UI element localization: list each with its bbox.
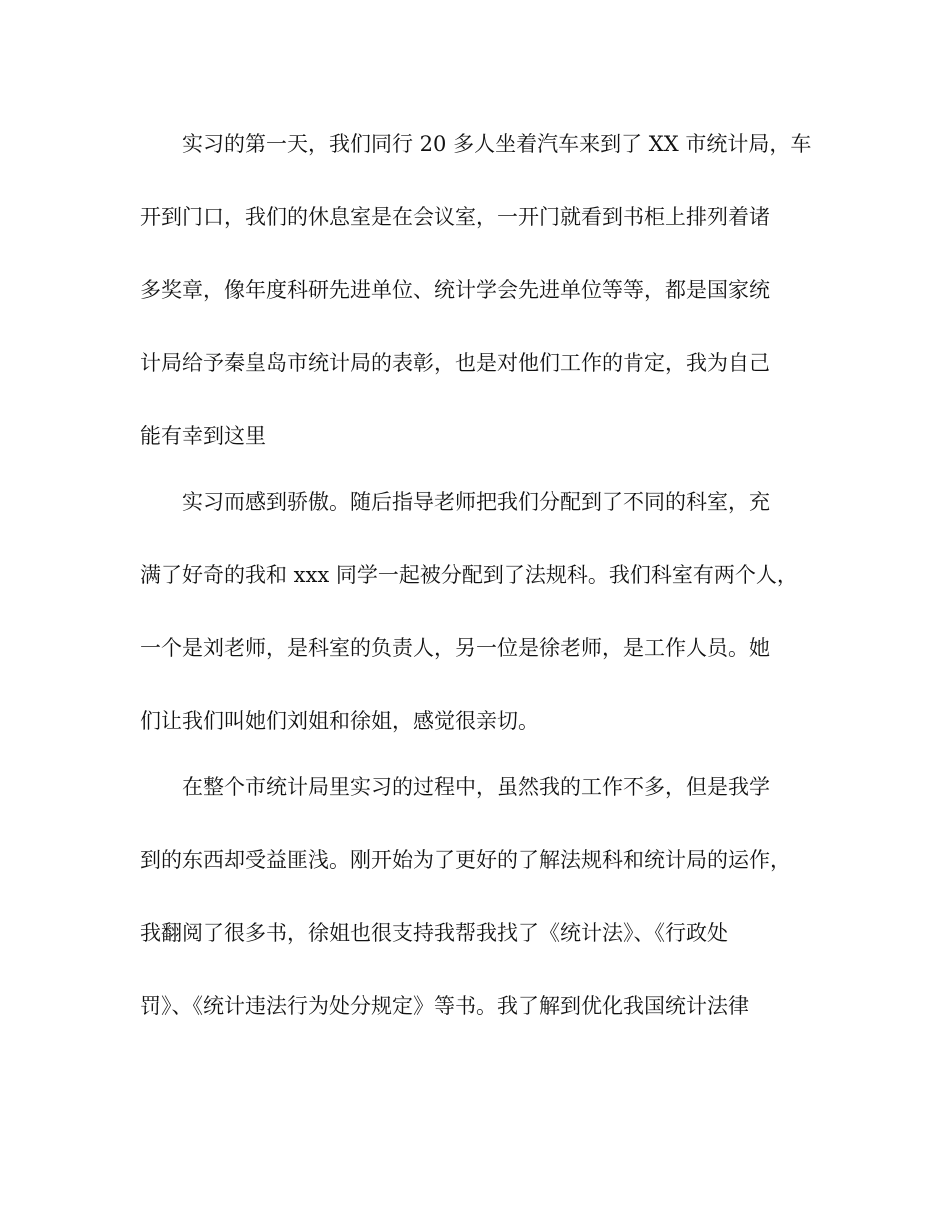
paragraph-line: 开到门口，我们的休息室是在会议室，一开门就看到书柜上排列着诸 bbox=[140, 205, 770, 229]
paragraph-line: 满了好奇的我和 xxx 同学一起被分配到了法规科。我们科室有两个人， bbox=[140, 563, 798, 587]
paragraph-line: 计局给予秦皇岛市统计局的表彰，也是对他们工作的肯定，我为自己 bbox=[140, 351, 770, 375]
paragraph-line: 实习的第一天，我们同行 20 多人坐着汽车来到了 XX 市统计局，车 bbox=[182, 132, 812, 156]
paragraph-line: 实习而感到骄傲。随后指导老师把我们分配到了不同的科室，充 bbox=[182, 490, 770, 514]
paragraph-3 bbox=[140, 765, 820, 1057]
paragraph-line: 在整个市统计局里实习的过程中，虽然我的工作不多，但是我学 bbox=[182, 775, 770, 799]
paragraph-2 bbox=[140, 480, 820, 765]
paragraph-1 bbox=[140, 122, 820, 480]
paragraph-line: 到的东西却受益匪浅。刚开始为了更好的了解法规科和统计局的运作， bbox=[140, 848, 791, 872]
paragraph-line: 一个是刘老师，是科室的负责人，另一位是徐老师，是工作人员。她 bbox=[140, 636, 770, 660]
document-body bbox=[140, 122, 820, 1057]
paragraph-line: 多奖章，像年度科研先进单位、统计学会先进单位等等，都是国家统 bbox=[140, 278, 770, 302]
paragraph-line: 们让我们叫她们刘姐和徐姐，感觉很亲切。 bbox=[140, 709, 539, 733]
paragraph-line: 罚》、《统计违法行为处分规定》等书。我了解到优化我国统计法律 bbox=[140, 994, 749, 1018]
paragraph-line: 我翻阅了很多书，徐姐也很支持我帮我找了《统计法》、《行政处 bbox=[140, 921, 728, 945]
paragraph-line: 能有幸到这里 bbox=[140, 424, 266, 448]
